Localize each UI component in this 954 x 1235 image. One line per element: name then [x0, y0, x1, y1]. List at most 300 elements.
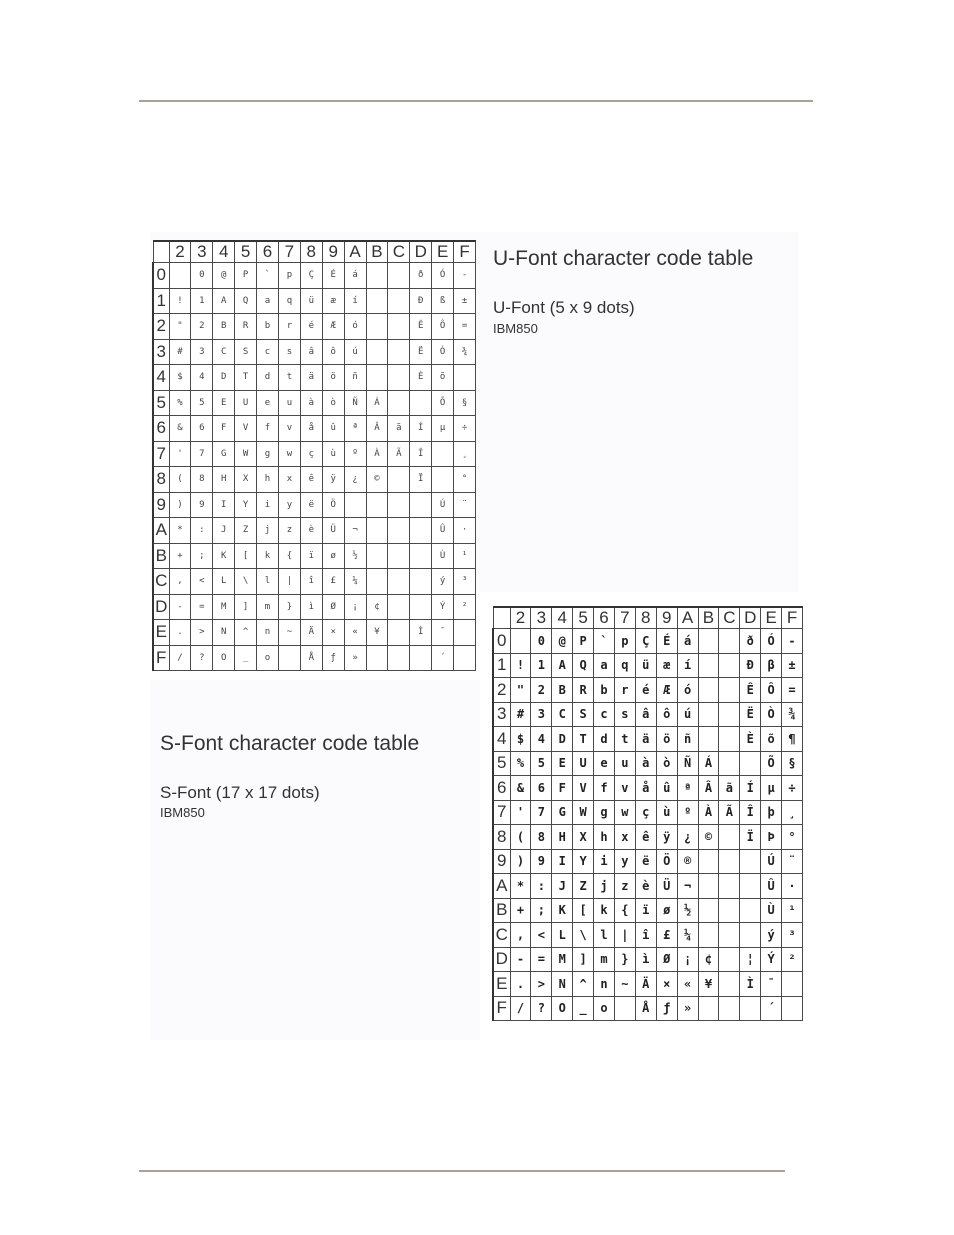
- char-cell: *: [510, 874, 531, 899]
- char-cell: t: [614, 727, 635, 752]
- char-cell: [366, 365, 388, 391]
- char-cell: [: [573, 898, 594, 923]
- char-cell: Ô: [432, 314, 454, 340]
- char-cell: û: [322, 416, 344, 442]
- char-cell: 6: [531, 776, 552, 801]
- row-header: C: [493, 923, 510, 948]
- char-cell: C: [213, 339, 235, 365]
- char-cell: w: [614, 800, 635, 825]
- char-cell: í: [677, 653, 698, 678]
- char-cell: ñ: [344, 365, 366, 391]
- char-cell: [388, 314, 410, 340]
- char-cell: ç: [635, 800, 656, 825]
- char-cell: ;: [531, 898, 552, 923]
- column-header: 5: [573, 607, 594, 629]
- char-cell: Å: [300, 645, 322, 671]
- char-cell: :: [191, 518, 213, 544]
- char-cell: ": [169, 314, 191, 340]
- char-cell: é: [635, 678, 656, 703]
- char-cell: 8: [191, 467, 213, 493]
- char-cell: Ë: [740, 702, 761, 727]
- char-cell: 2: [191, 314, 213, 340]
- char-cell: h: [257, 467, 279, 493]
- char-cell: <: [531, 923, 552, 948]
- char-cell: ¨: [454, 492, 476, 518]
- char-cell: ¸: [782, 800, 803, 825]
- column-header: F: [782, 607, 803, 629]
- column-header: C: [388, 241, 410, 263]
- row-header: 0: [153, 263, 169, 289]
- char-cell: r: [614, 678, 635, 703]
- char-cell: ý: [761, 923, 782, 948]
- row-header: 1: [153, 288, 169, 314]
- char-cell: å: [635, 776, 656, 801]
- char-cell: â: [300, 339, 322, 365]
- char-cell: V: [235, 416, 257, 442]
- char-cell: d: [594, 727, 615, 752]
- row-header: D: [153, 594, 169, 620]
- char-cell: 9: [531, 849, 552, 874]
- char-cell: ¥: [698, 972, 719, 997]
- char-cell: u: [278, 390, 300, 416]
- char-cell: 1: [531, 653, 552, 678]
- column-header: B: [698, 607, 719, 629]
- char-cell: ^: [235, 620, 257, 646]
- char-cell: =: [454, 314, 476, 340]
- char-cell: @: [213, 263, 235, 289]
- char-cell: Ã: [388, 441, 410, 467]
- char-cell: ×: [322, 620, 344, 646]
- char-cell: <: [191, 569, 213, 595]
- char-cell: ¼: [344, 569, 366, 595]
- char-cell: »: [344, 645, 366, 671]
- char-cell: ó: [677, 678, 698, 703]
- row-header: 7: [493, 800, 510, 825]
- char-cell: @: [552, 629, 573, 654]
- char-cell: N: [552, 972, 573, 997]
- char-cell: l: [257, 569, 279, 595]
- char-cell: [344, 492, 366, 518]
- char-cell: F: [213, 416, 235, 442]
- char-cell: [278, 645, 300, 671]
- row-header: 0: [493, 629, 510, 654]
- char-cell: ³: [454, 569, 476, 595]
- char-cell: [719, 849, 740, 874]
- char-cell: ·: [454, 518, 476, 544]
- char-cell: Ç: [635, 629, 656, 654]
- table-row: [153, 467, 476, 493]
- char-cell: [388, 365, 410, 391]
- header-row: [493, 607, 803, 629]
- char-cell: [719, 678, 740, 703]
- char-cell: [782, 972, 803, 997]
- char-cell: X: [573, 825, 594, 850]
- char-cell: ú: [344, 339, 366, 365]
- char-cell: ²: [454, 594, 476, 620]
- char-cell: D: [213, 365, 235, 391]
- s-font-codepage: IBM850: [160, 805, 205, 820]
- char-cell: Á: [366, 390, 388, 416]
- char-cell: d: [257, 365, 279, 391]
- char-cell: q: [614, 653, 635, 678]
- char-cell: ,: [169, 569, 191, 595]
- char-cell: K: [213, 543, 235, 569]
- char-cell: !: [510, 653, 531, 678]
- char-cell: í: [344, 288, 366, 314]
- char-cell: ú: [677, 702, 698, 727]
- char-cell: +: [169, 543, 191, 569]
- char-cell: E: [213, 390, 235, 416]
- table-row: [153, 263, 476, 289]
- char-cell: V: [573, 776, 594, 801]
- row-header: 7: [153, 441, 169, 467]
- char-cell: ü: [635, 653, 656, 678]
- char-cell: ê: [300, 467, 322, 493]
- char-cell: [366, 492, 388, 518]
- char-cell: `: [594, 629, 615, 654]
- char-cell: ¨: [782, 849, 803, 874]
- row-header: 8: [493, 825, 510, 850]
- char-cell: D: [552, 727, 573, 752]
- column-header: 8: [635, 607, 656, 629]
- char-cell: -: [510, 947, 531, 972]
- char-cell: [698, 702, 719, 727]
- char-cell: g: [257, 441, 279, 467]
- char-cell: i: [257, 492, 279, 518]
- char-cell: m: [594, 947, 615, 972]
- char-cell: ´: [761, 996, 782, 1021]
- char-cell: [366, 339, 388, 365]
- char-cell: Ä: [635, 972, 656, 997]
- char-cell: [388, 390, 410, 416]
- column-header: 2: [169, 241, 191, 263]
- char-cell: Ù: [432, 543, 454, 569]
- char-cell: s: [278, 339, 300, 365]
- char-cell: [388, 569, 410, 595]
- char-cell: c: [257, 339, 279, 365]
- char-cell: [698, 923, 719, 948]
- char-cell: Ï: [740, 825, 761, 850]
- char-cell: W: [573, 800, 594, 825]
- char-cell: L: [213, 569, 235, 595]
- char-cell: »: [677, 996, 698, 1021]
- table-row: [153, 594, 476, 620]
- char-cell: ë: [635, 849, 656, 874]
- table-row: [493, 653, 803, 678]
- char-cell: [410, 390, 432, 416]
- column-header: 7: [278, 241, 300, 263]
- char-cell: ©: [698, 825, 719, 850]
- char-cell: >: [191, 620, 213, 646]
- char-cell: ®: [677, 849, 698, 874]
- char-cell: M: [552, 947, 573, 972]
- char-cell: û: [656, 776, 677, 801]
- char-cell: [410, 518, 432, 544]
- char-cell: É: [656, 629, 677, 654]
- char-cell: ¹: [782, 898, 803, 923]
- table-row: [153, 645, 476, 671]
- char-cell: À: [698, 800, 719, 825]
- char-cell: ÿ: [322, 467, 344, 493]
- row-header: 2: [493, 678, 510, 703]
- char-cell: Ì: [740, 972, 761, 997]
- char-cell: ¦: [740, 947, 761, 972]
- char-cell: [719, 996, 740, 1021]
- char-cell: ¡: [677, 947, 698, 972]
- char-cell: µ: [761, 776, 782, 801]
- table-row: [153, 441, 476, 467]
- char-cell: Ê: [740, 678, 761, 703]
- char-cell: ƒ: [656, 996, 677, 1021]
- char-cell: 8: [531, 825, 552, 850]
- char-cell: ì: [300, 594, 322, 620]
- char-cell: Û: [432, 518, 454, 544]
- char-cell: þ: [761, 800, 782, 825]
- char-cell: Ó: [432, 263, 454, 289]
- char-cell: ]: [573, 947, 594, 972]
- char-cell: -: [782, 629, 803, 654]
- char-cell: G: [213, 441, 235, 467]
- char-cell: ö: [656, 727, 677, 752]
- char-cell: b: [257, 314, 279, 340]
- char-cell: [719, 947, 740, 972]
- char-cell: |: [278, 569, 300, 595]
- column-header: E: [432, 241, 454, 263]
- char-cell: [719, 972, 740, 997]
- char-cell: B: [552, 678, 573, 703]
- table-row: [493, 727, 803, 752]
- char-cell: Ú: [432, 492, 454, 518]
- char-cell: ¯: [761, 972, 782, 997]
- char-cell: ö: [322, 365, 344, 391]
- char-cell: ò: [656, 751, 677, 776]
- char-cell: [740, 898, 761, 923]
- char-cell: Ç: [300, 263, 322, 289]
- row-header: D: [493, 947, 510, 972]
- row-header: B: [153, 543, 169, 569]
- char-cell: [782, 996, 803, 1021]
- char-cell: _: [235, 645, 257, 671]
- table-row: [153, 416, 476, 442]
- char-cell: /: [169, 645, 191, 671]
- char-cell: Í: [410, 416, 432, 442]
- row-header: 8: [153, 467, 169, 493]
- char-cell: [388, 492, 410, 518]
- char-cell: 4: [531, 727, 552, 752]
- char-cell: /: [510, 996, 531, 1021]
- char-cell: ¾: [454, 339, 476, 365]
- char-cell: l: [594, 923, 615, 948]
- row-header: 1: [493, 653, 510, 678]
- char-cell: Ñ: [677, 751, 698, 776]
- char-cell: §: [454, 390, 476, 416]
- char-cell: ·: [782, 874, 803, 899]
- char-cell: q: [278, 288, 300, 314]
- char-cell: [366, 543, 388, 569]
- column-header: A: [677, 607, 698, 629]
- char-cell: ½: [677, 898, 698, 923]
- char-cell: [454, 645, 476, 671]
- char-cell: É: [322, 263, 344, 289]
- char-cell: ï: [635, 898, 656, 923]
- row-header: 2: [153, 314, 169, 340]
- char-cell: [388, 594, 410, 620]
- row-header: 3: [153, 339, 169, 365]
- char-cell: ¬: [677, 874, 698, 899]
- char-cell: U: [573, 751, 594, 776]
- char-cell: [740, 751, 761, 776]
- char-cell: ¥: [366, 620, 388, 646]
- char-cell: [614, 996, 635, 1021]
- char-cell: ÷: [454, 416, 476, 442]
- char-cell: ä: [300, 365, 322, 391]
- char-cell: .: [510, 972, 531, 997]
- char-cell: Í: [740, 776, 761, 801]
- column-header: 2: [510, 607, 531, 629]
- table-row: [153, 339, 476, 365]
- char-cell: ð: [410, 263, 432, 289]
- char-cell: I: [552, 849, 573, 874]
- char-cell: B: [213, 314, 235, 340]
- char-cell: Ü: [322, 518, 344, 544]
- char-cell: *: [169, 518, 191, 544]
- char-cell: [432, 441, 454, 467]
- char-cell: Æ: [656, 678, 677, 703]
- char-cell: |: [614, 923, 635, 948]
- char-cell: =: [531, 947, 552, 972]
- char-cell: &: [510, 776, 531, 801]
- char-cell: ò: [322, 390, 344, 416]
- char-cell: ,: [510, 923, 531, 948]
- char-cell: H: [552, 825, 573, 850]
- corner-cell: [153, 241, 169, 263]
- char-cell: ±: [454, 288, 476, 314]
- char-cell: ?: [191, 645, 213, 671]
- char-cell: Õ: [761, 751, 782, 776]
- table-row: [493, 678, 803, 703]
- char-cell: Å: [635, 996, 656, 1021]
- table-row: [493, 923, 803, 948]
- char-cell: ì: [635, 947, 656, 972]
- s-font-title: S-Font character code table: [160, 732, 420, 755]
- column-header: D: [740, 607, 761, 629]
- char-cell: º: [677, 800, 698, 825]
- char-cell: [410, 645, 432, 671]
- char-cell: °: [782, 825, 803, 850]
- char-cell: J: [552, 874, 573, 899]
- table-row: [493, 702, 803, 727]
- char-cell: [366, 314, 388, 340]
- char-cell: [388, 645, 410, 671]
- table-row: [153, 543, 476, 569]
- char-cell: E: [552, 751, 573, 776]
- char-cell: A: [552, 653, 573, 678]
- row-header: 5: [153, 390, 169, 416]
- char-cell: ã: [719, 776, 740, 801]
- u-font-title: U-Font character code table: [493, 247, 754, 270]
- char-cell: [388, 543, 410, 569]
- char-cell: g: [594, 800, 615, 825]
- char-cell: (: [510, 825, 531, 850]
- column-header: B: [366, 241, 388, 263]
- char-cell: ç: [300, 441, 322, 467]
- char-cell: ×: [656, 972, 677, 997]
- char-cell: ´: [432, 645, 454, 671]
- char-cell: ²: [782, 947, 803, 972]
- char-cell: v: [614, 776, 635, 801]
- char-cell: ¿: [344, 467, 366, 493]
- char-cell: Ì: [410, 620, 432, 646]
- char-cell: ): [169, 492, 191, 518]
- char-cell: T: [573, 727, 594, 752]
- char-cell: ©: [366, 467, 388, 493]
- column-header: 9: [322, 241, 344, 263]
- table-row: [493, 996, 803, 1021]
- table-row: [153, 620, 476, 646]
- char-cell: [719, 653, 740, 678]
- char-cell: }: [614, 947, 635, 972]
- char-cell: -: [454, 263, 476, 289]
- char-cell: #: [510, 702, 531, 727]
- char-cell: á: [344, 263, 366, 289]
- char-cell: [388, 467, 410, 493]
- char-cell: î: [635, 923, 656, 948]
- char-cell: _: [573, 996, 594, 1021]
- char-cell: .: [169, 620, 191, 646]
- char-cell: ï: [300, 543, 322, 569]
- char-cell: e: [257, 390, 279, 416]
- row-header: 9: [153, 492, 169, 518]
- char-cell: ¹: [454, 543, 476, 569]
- char-cell: [410, 594, 432, 620]
- char-cell: [510, 629, 531, 654]
- char-cell: O: [552, 996, 573, 1021]
- char-cell: n: [594, 972, 615, 997]
- char-cell: W: [235, 441, 257, 467]
- char-cell: [388, 620, 410, 646]
- char-cell: Ú: [761, 849, 782, 874]
- char-cell: Þ: [761, 825, 782, 850]
- char-cell: {: [614, 898, 635, 923]
- char-cell: Õ: [432, 390, 454, 416]
- char-cell: Â: [366, 416, 388, 442]
- char-cell: 0: [531, 629, 552, 654]
- char-cell: F: [552, 776, 573, 801]
- char-cell: Ø: [656, 947, 677, 972]
- char-cell: o: [594, 996, 615, 1021]
- char-cell: «: [677, 972, 698, 997]
- char-cell: [740, 874, 761, 899]
- char-cell: a: [594, 653, 615, 678]
- char-cell: p: [278, 263, 300, 289]
- table-row: [493, 874, 803, 899]
- char-cell: 5: [531, 751, 552, 776]
- char-cell: ø: [656, 898, 677, 923]
- char-cell: õ: [432, 365, 454, 391]
- char-cell: [432, 467, 454, 493]
- char-cell: ý: [432, 569, 454, 595]
- char-cell: ¾: [782, 702, 803, 727]
- row-header: 5: [493, 751, 510, 776]
- char-cell: ª: [677, 776, 698, 801]
- char-cell: [698, 849, 719, 874]
- char-cell: ¢: [698, 947, 719, 972]
- char-cell: ù: [656, 800, 677, 825]
- char-cell: [719, 702, 740, 727]
- char-cell: ±: [782, 653, 803, 678]
- char-cell: ã: [388, 416, 410, 442]
- char-cell: ¡: [344, 594, 366, 620]
